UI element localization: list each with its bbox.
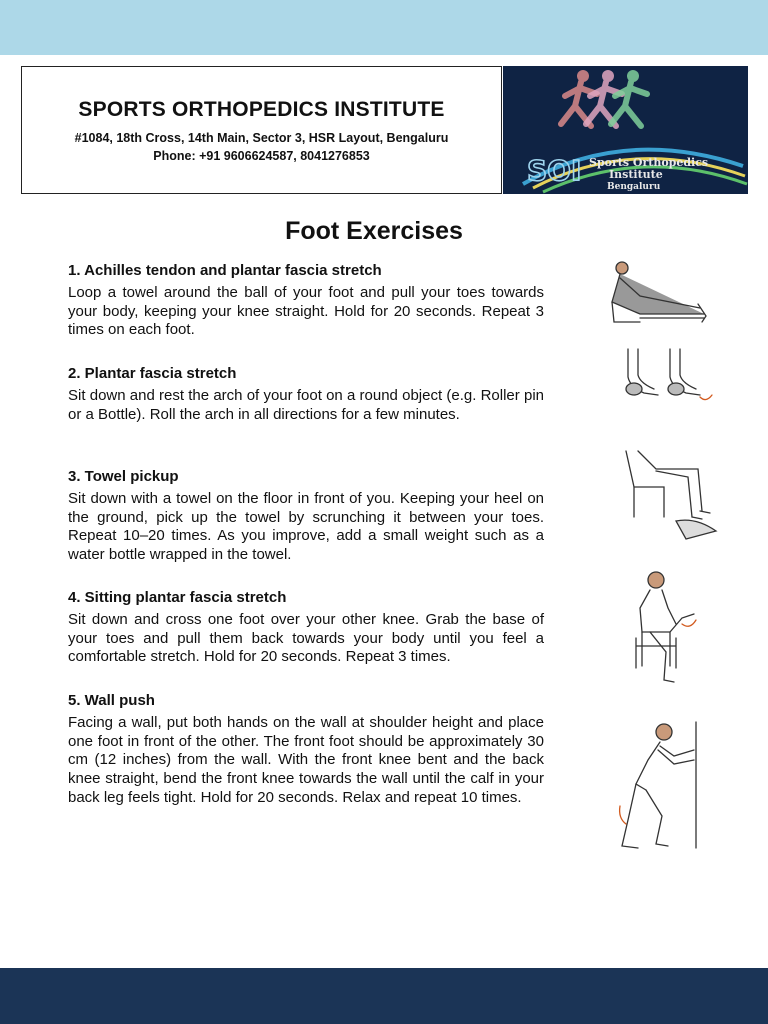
- exercise-1: [68, 262, 544, 340]
- exercise-text: Sit down with a towel on the floor in front of you. Keeping your heel on the ground, pick up the towel by scrunching it between your toes. Repeat 10–20 times. As you improve, add a small weight such as a water bottle wrapped in the towel.: [68, 490, 544, 564]
- logo-line3: Bengaluru: [607, 182, 661, 192]
- bottom-band: [0, 968, 768, 1024]
- foot-roller-illustration: [614, 347, 716, 407]
- exercise-text: Facing a wall, put both hands on the wall at shoulder height and place one foot in front of the other. The front foot should be approximately 30 cm (12 inches) from the wall. With the front knee bent and the back knee straight, bend the front knee towards the wall until the calf in your back leg feels tight. Hold for 20 seconds. Relax and repeat 10 times.: [68, 714, 544, 806]
- logo-line2: Institute: [609, 168, 663, 181]
- exercise-title: 3. Towel pickup: [68, 468, 179, 485]
- logo-line1: Sports Orthopedics: [589, 156, 709, 169]
- exercise-text: Sit down and rest the arch of your foot on a round object (e.g. Roller pin or a Bottle). Roll the arch in all directions for a few minutes.: [68, 387, 544, 423]
- institute-name: SPORTS ORTHOPEDICS INSTITUTE: [78, 98, 445, 121]
- exercise-title: 2. Plantar fascia stretch: [68, 365, 237, 382]
- exercise-title: 4. Sitting plantar fascia stretch: [68, 589, 287, 606]
- exercise-text: Loop a towel around the ball of your foot and pull your toes towards your body, keeping your knee straight. Hold for 20 seconds. Repeat 3 times on each foot.: [68, 284, 544, 339]
- exercise-2: [68, 365, 544, 424]
- institute-phone: Phone: +91 9606624587, 8041276853: [153, 149, 370, 163]
- sitting-stretch-illustration: [626, 568, 704, 686]
- wall-push-illustration: [612, 720, 704, 854]
- exercise-5: [68, 692, 544, 808]
- header-box: [21, 66, 502, 194]
- page-title: Foot Exercises: [285, 217, 463, 245]
- runner-icon: [611, 70, 647, 126]
- seated-towel-stretch-illustration: [600, 258, 712, 328]
- exercise-4: [68, 589, 544, 667]
- towel-pickup-illustration: [616, 447, 720, 543]
- exercise-title: 1. Achilles tendon and plantar fascia stretch: [68, 262, 382, 279]
- logo-abbr: SOI: [527, 154, 582, 187]
- top-band: [0, 0, 768, 55]
- exercise-title: 5. Wall push: [68, 692, 155, 709]
- exercise-3: [68, 468, 544, 565]
- institute-address: #1084, 18th Cross, 14th Main, Sector 3, HSR Layout, Bengaluru: [74, 131, 449, 145]
- exercise-text: Sit down and cross one foot over your other knee. Grab the base of your toes and pull them back towards your body until you feel a comfortable stretch. Hold for 20 seconds. Repeat 3 times.: [68, 611, 544, 666]
- institute-logo: [503, 66, 748, 194]
